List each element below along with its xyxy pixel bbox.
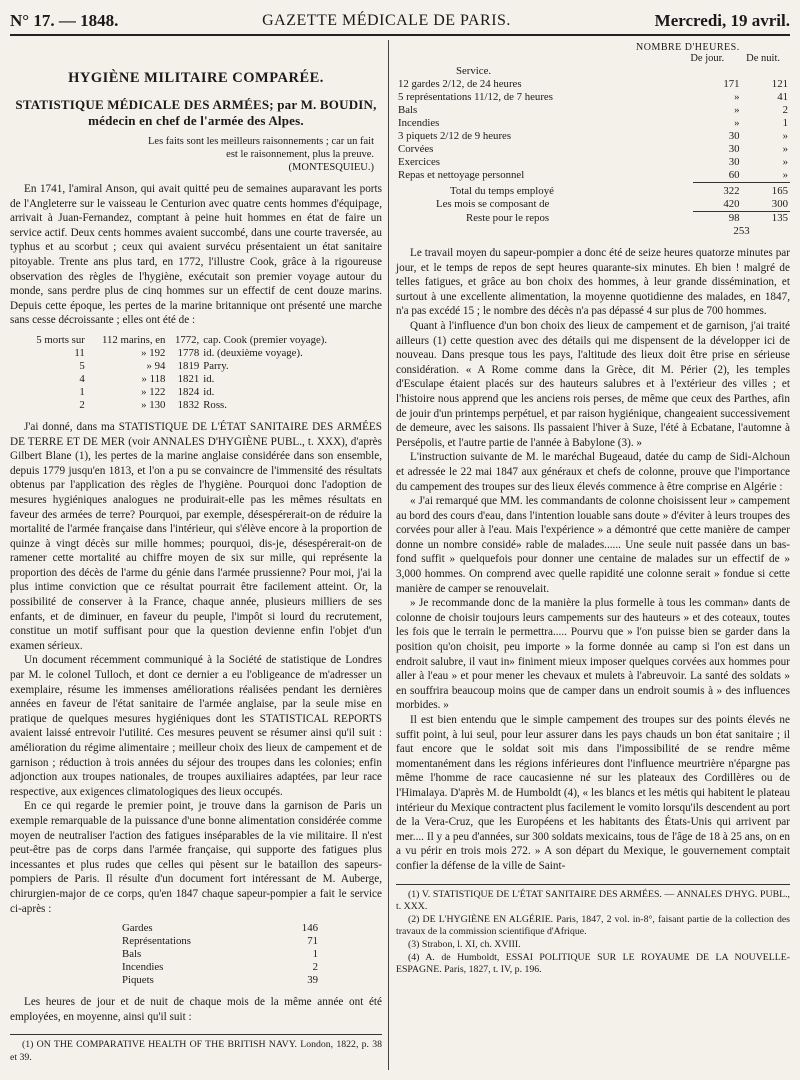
hours-day: » xyxy=(734,104,740,116)
footnote-text: (4) A. de Humboldt, ESSAI POLITIQUE SUR LE ROYAUME DE LA NOUVELLE-ESPAGNE. Paris, 1827, t. IV, p. 196. xyxy=(396,951,790,976)
hours-day: » xyxy=(734,91,740,103)
paragraph: Les heures de jour et de nuit de chaque mois de la même année ont été employées, en moyenne, ainsi qu'il suit : xyxy=(10,996,382,1023)
months-row-night: 300 xyxy=(742,198,790,212)
table-cell: id. xyxy=(203,385,215,398)
hours-night: 41 xyxy=(777,91,788,103)
rest-total-row xyxy=(396,225,790,238)
table-cell: 1821 xyxy=(177,372,200,385)
footnote-text: (3) Strabon, l. XI, ch. XVIII. xyxy=(408,938,521,950)
table-row xyxy=(120,948,320,961)
table-cell: 2 xyxy=(79,398,85,411)
table-row xyxy=(396,91,790,104)
masthead xyxy=(10,8,790,36)
table-cell: Parry. xyxy=(203,359,229,372)
hours-day: » xyxy=(734,117,740,129)
navy-losses-table xyxy=(24,334,354,412)
table-row xyxy=(396,78,790,91)
service-label: Représentations xyxy=(122,935,191,948)
paragraph: Quant à l'influence d'un bon choix des lieux de campement et de garnison, j'ai traité ailleurs (1) cette question avec des détails qui me dispensent de la développer ici de nouveau. Dans presque tous les pays, l'altitude des lieux doit être prise en sérieuse considération. « A Rome comme dans la Grèce, dit M. Périer (2), les temples d'Esculape étaient placés sur des hauteurs salubres et à l'extérieur des villes ; et l'histoire nous apprend que les anciens rois perses, de même que ceux des Parthes, afin de jouir d'un printemps perpétuel, et par raison hygiénique, changeaient successivement de demeure, avec les saisons. Ils passaient l'hiver à Suze, l'été à Ecbatane, l'automne à Persépolis, et l'autre partie de l'année à Babylone (3). » xyxy=(396,319,790,449)
section-title: HYGIÈNE MILITAIRE COMPARÉE. xyxy=(68,70,324,86)
article-title xyxy=(10,97,382,129)
footnote-text: (1) ON THE COMPARATIVE HEALTH OF THE BRITISH NAVY. London, 1822, p. 38 et 39. xyxy=(10,1039,382,1063)
hours-night: » xyxy=(782,156,788,168)
service-value: 1 xyxy=(312,948,318,961)
table-cell: » 94 xyxy=(146,359,166,372)
total-row-day: 322 xyxy=(723,185,740,197)
footnote-left xyxy=(10,1034,382,1064)
table-row xyxy=(24,334,354,347)
paragraph: Il est bien entendu que le simple campement des troupes sur des points élevés ne suffit point, à lui seul, pour leur assurer dans les pays chauds un bon état sanitaire ; il faut encore que le soldat soit mis dans l'impossibilité de se rendre même momentanément dans les régions inférieures dont l'influence meurtrière n'épargne pas même l'homme de race caucasienne né sur les plateaux des Cordillères ou de l'Himalaya. D'après M. de Humboldt (4), « les blancs et les métis qui habitent le plateau intérieur du Mexique contractent plus facilement le vomito lorsqu'ils descendent au port de la Vera-Cruz, que les Européens et les habitants des États-Unis qui arrivent par mer.... Il y a peu d'années, sur 300 soldats mexicains, tous de l'âge de 18 à 25 ans, on en a vu périr en trois mois 272. » A son départ du Mexique, le gouvernement comptait confier la défense de la ville de Saint- xyxy=(396,714,790,872)
epigraph-text: Les faits sont les meilleurs raisonnements ; car un fait est le raisonnement, plus la preuve. xyxy=(148,136,374,160)
hours-label: Exercices xyxy=(398,156,440,168)
table-row xyxy=(24,360,354,373)
hours-table xyxy=(396,65,790,238)
article-title-line2: médecin en chef de l'armée des Alpes. xyxy=(88,113,304,128)
rest-row-night: 135 xyxy=(771,212,788,224)
service-label: Incendies xyxy=(122,961,164,974)
service-value: 39 xyxy=(307,974,318,987)
service-header-row xyxy=(396,65,790,78)
table-row xyxy=(24,347,354,360)
hours-day: 30 xyxy=(728,143,740,155)
service-value: 2 xyxy=(312,961,318,974)
table-cell: 1772, xyxy=(174,333,200,346)
paragraph: Un document récemment communiqué à la Société de statistique de Londres par M. le colonel Tulloch, et dont ce dernier a eu l'obligeance de m'adresser un exemplaire, résume les immenses améliorations réalisées pendant les dernières années en faveur de l'état sanitaire de l'armée anglaise, par la seule mise en pratique de quelques mesures hygiéniques dont les STATISTICAL REPORTS avaient laissé entrevoir l'utilité. Ces mesures peuvent se résumer ainsi qu'il suit : amélioration du régime alimentaire ; meilleur choix des lieux de campement et de garnison ; réduction à trois années du séjour des troupes dans les colonies; enfin adjonction aux troupes nationales, de troupes auxiliaires adaptées, par leur race respective, aux exigences climatologiques des lieux occupés. xyxy=(10,654,382,798)
hours-day: 60 xyxy=(693,169,741,183)
service-label: Piquets xyxy=(122,974,154,987)
table-row xyxy=(24,373,354,386)
rest-total: 253 xyxy=(733,225,750,237)
total-row-night: 165 xyxy=(771,185,788,197)
hours-label: Incendies xyxy=(398,117,440,129)
hours-night: 2 xyxy=(782,104,788,116)
hours-label: Repas et nettoyage personnel xyxy=(398,169,525,181)
newspaper-page xyxy=(10,8,790,1074)
paragraph: En ce qui regarde le premier point, je trouve dans la garnison de Paris un exemple remarquable de la puissance d'une bonne alimentation considérée comme moyen de neutraliser l'action des fatigues inséparables de la vie militaire. Il n'est peut-être pas de corps dans l'armée française, qui supporte des fatigues plus incessantes et plus rudes que celles qui pèsent sur le bataillon des sapeurs-pompiers de Paris. Il résulte d'un document fort intéressant de M. Auberge, chirurgien-major de ce corps, qu'en 1847 chaque sapeur-pompier a fait le service ci-après : xyxy=(10,800,382,915)
total-row xyxy=(396,183,790,199)
hours-label: 3 piquets 2/12 de 9 heures xyxy=(398,130,512,142)
table-cell: 1778 xyxy=(177,346,200,359)
hours-day: 171 xyxy=(723,78,740,90)
table-cell: 5 morts sur xyxy=(36,333,85,346)
table-row xyxy=(120,974,320,987)
table-cell: » 130 xyxy=(141,398,166,411)
right-column xyxy=(396,42,790,977)
rest-total-spacer xyxy=(396,225,693,238)
paragraph: L'instruction suivante de M. le maréchal Bugeaud, datée du camp de Sidi-Alchoun et adressée le 22 mai 1847 aux généraux et chefs de colonne, prouve que l'importance du campement des troupes sur des lieux élevés commence à être comprise en Algérie : xyxy=(396,451,790,493)
total-row-label: Total du temps employé xyxy=(450,184,554,197)
table-cell: » 118 xyxy=(141,372,166,385)
bugeaud-quote xyxy=(396,494,790,713)
hours-night: » xyxy=(782,143,788,155)
footnotes-right xyxy=(396,884,790,977)
table-row xyxy=(396,117,790,130)
table-row xyxy=(396,156,790,169)
hours-night: 1 xyxy=(782,117,788,129)
newspaper-title: GAZETTE MÉDICALE DE PARIS. xyxy=(262,12,511,29)
column-divider xyxy=(388,40,389,1070)
hours-label: 5 représentations 11/12, de 7 heures xyxy=(398,91,553,103)
service-value: 71 xyxy=(307,935,318,948)
table-row xyxy=(120,922,320,935)
table-cell: 11 xyxy=(74,346,85,359)
col-day-header: De jour. xyxy=(690,53,725,64)
service-value: 146 xyxy=(301,922,318,935)
months-row-day: 420 xyxy=(693,198,741,212)
hours-column-headers xyxy=(396,53,790,64)
quote-paragraph: « J'ai remarqué que MM. les commandants de colonne choisissent leur » campement au bord des cours d'eau, dans l'intention louable sans doute » d'éviter à leurs troupes des corvées pour aller à l'eau. Mais l'expérience » a démontré que cette manière de camper donne un nombre considé» rable de malades...... Une seule nuit passée dans un bas-fond suffit » quelquefois pour donner une centaine de malades sur un effectif de » 3,000 hommes. On comprend avec quelle rapidité une colonne serait » fondue si cette manière de camper se renouvelait. xyxy=(396,495,790,595)
table-row xyxy=(396,130,790,143)
months-row-label: Les mois se composant de xyxy=(436,198,550,210)
hours-night: » xyxy=(742,169,790,183)
table-cell: 1824 xyxy=(177,385,200,398)
table-row xyxy=(24,399,354,412)
rest-row-label: Reste pour le repos xyxy=(466,211,550,224)
issue-date: Mercredi, 19 avril. xyxy=(654,11,790,30)
months-row xyxy=(396,198,790,212)
paragraph: Le travail moyen du sapeur-pompier a donc été de seize heures quatorze minutes par jour, et le temps de repos de sept heures quarante-six minutes. Eh bien ! malgré de telles fatigues, et grâce au bon choix des hommes, à leur grande dissémination, et surtout à une excellente alimentation, la moyenne quotidienne des malades, en 1847, n'a pas excédé 15 ; le nombre des décès n'a pas dépassé 4 sur plus de 700 hommes. xyxy=(396,247,790,318)
quote-paragraph: » Je recommande donc de la manière la plus formelle à tous les comman» dants de colonne de choisir toujours leurs campements sur des hauteurs » et des coteaux, toutes les fois que le terrain le permettra..... Pourvu que » l'on puisse bien se garder dans la position qu'on choisit, peu importe » la forme donnée au camp si l'on est dans un endroit salubre, il vaut in» finiment mieux imposer quelques corvées aux hommes pour aller à l'eau » et pour mener les chevaux et mulets à l'abreuvoir. La santé des soldats » en souffrira beaucoup moins que de camper dans un endroit soumis à » des influences morbides. » xyxy=(396,597,790,712)
rest-row xyxy=(396,212,790,226)
hours-day: 30 xyxy=(728,130,740,142)
rest-row-day: 98 xyxy=(728,212,740,224)
epigraph-source: (MONTESQUIEU.) xyxy=(288,162,374,173)
table-cell: 4 xyxy=(79,372,85,385)
table-cell: 112 marins, en xyxy=(101,333,166,346)
footnote-text: (2) DE L'HYGIÈNE EN ALGÉRIE. Paris, 1847, 2 vol. in-8°, faisant partie de la collection des travaux de la commission scientifique d'Afrique. xyxy=(396,913,790,938)
footnote-text: (1) V. STATISTIQUE DE L'ÉTAT SANITAIRE DES ARMÉES. — ANNALES D'HYG. PUBL., t. XXX. xyxy=(396,888,790,913)
table-row xyxy=(396,143,790,156)
table-row xyxy=(396,104,790,117)
epigraph xyxy=(140,135,374,174)
hours-label: 12 gardes 2/12, de 24 heures xyxy=(398,78,522,90)
service-label: Bals xyxy=(122,948,142,961)
services-table xyxy=(120,922,320,987)
table-cell: id. xyxy=(203,372,215,385)
table-cell: 1819 xyxy=(177,359,200,372)
service-label: Service. xyxy=(456,65,492,77)
table-cell: Ross. xyxy=(203,398,227,411)
table-cell: » 122 xyxy=(141,385,166,398)
table-cell: 5 xyxy=(79,359,85,372)
hours-day: 30 xyxy=(728,156,740,168)
hours-table-heading: NOMBRE D'HEURES. xyxy=(636,42,740,53)
issue-number: N° 17. — 1848. xyxy=(10,11,119,30)
table-cell: 1 xyxy=(79,385,85,398)
table-row xyxy=(396,169,790,183)
hours-label: Bals xyxy=(398,104,418,116)
paragraph: J'ai donné, dans ma STATISTIQUE DE L'ÉTAT SANITAIRE DES ARMÉES DE TERRE ET DE MER (voir ANNALES D'HYGIÈNE PUBL., t. XXX), d'après Gilbert Blane (1), les pertes de la marine anglaise considérée dans son ensemble, depuis 1779 jusqu'en 1813, et l'on a pu se convaincre de l'immensité des résultats obtenus par l'application des règles de l'hygiène. Pourquoi donc l'adoption de mesures hygiéniques analogues ne produirait-elle pas les mêmes résultats en faveur des armées de terre? Pourquoi, par exemple, désespérerait-on de réduire la mortalité de l'armée française dans l'intérieur, qui s'élève encore à la proportion de quinze à vingt décès sur mille hommes; pourquoi, dis-je, désespérerait-on de ramener cette mortalité au chiffre moyen de six sur mille, qui représente la proportion des décès de l'arme du génie dans l'armée prussienne? Pour moi, j'ai la plus intime conviction que ce résultat pourrait être facilement atteint. Or, la possibilité de conserver à la France, chaque année, plusieurs milliers de ses enfants, et de diminuer, en faveur du peuple, l'impôt si lourd du recrutement, constitue un motif suffisant pour que la question devienne enfin l'objet d'un examen sérieux. xyxy=(10,420,382,652)
col-night-header: De nuit. xyxy=(746,53,780,64)
table-row xyxy=(120,935,320,948)
service-label: Gardes xyxy=(122,922,153,935)
table-cell: » 192 xyxy=(141,346,166,359)
table-row xyxy=(24,386,354,399)
article-title-line1: STATISTIQUE MÉDICALE DES ARMÉES; par M. BOUDIN, xyxy=(15,97,377,112)
hours-label: Corvées xyxy=(398,143,434,155)
hours-night: » xyxy=(782,130,788,142)
left-column xyxy=(10,42,382,1024)
table-cell: cap. Cook (premier voyage). xyxy=(203,333,328,346)
table-cell: id. (deuxième voyage). xyxy=(203,346,303,359)
table-cell: 1832 xyxy=(177,398,200,411)
hours-night: 121 xyxy=(771,78,788,90)
paragraph: En 1741, l'amiral Anson, qui avait quitté peu de semaines auparavant les ports de l'Angleterre sur le vaisseau le Centurion avec quatre cents hommes d'équipage, arrivait à Juan-Fernandez, comptant à peine huit hommes en état de faire un service actif. Deux cents hommes avaient succombé, dans une courte traversée, au typhus et au scorbut ; ceux qui avaient survécu présentaient un état sanitaire pitoyable. Trente ans plus tard, en 1772, l'illustre Cook, grâce à la rigoureuse observation des règles de l'hygiène, exécutait son premier voyage autour du monde, sans perdre plus de cinq hommes sur un effectif de cent douze marins. Depuis cette époque, les pertes de la marine britannique ont présenté une marche sans cesse décroissante ; elles ont été de : xyxy=(10,183,382,327)
table-row xyxy=(120,961,320,974)
